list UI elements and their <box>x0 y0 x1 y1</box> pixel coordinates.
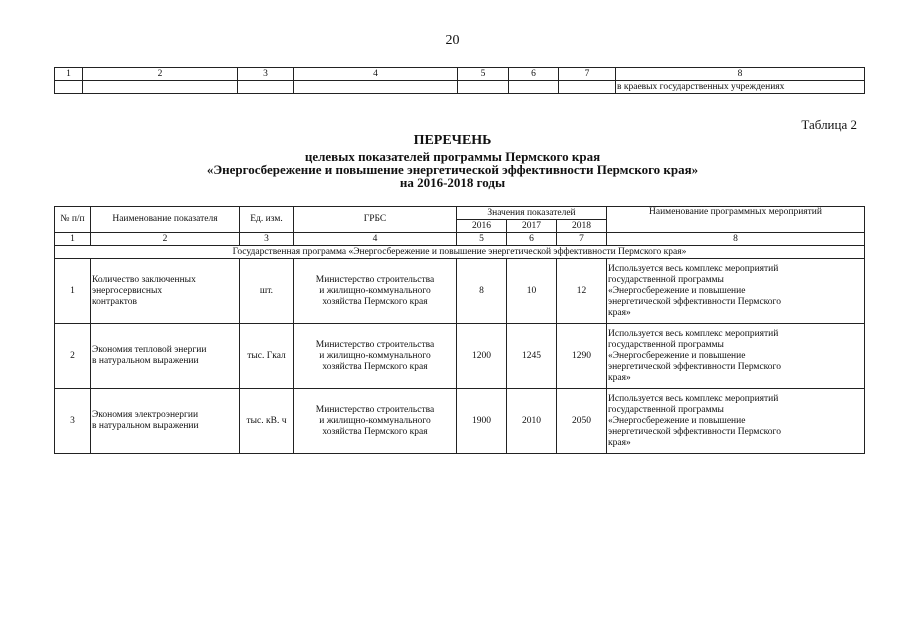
unit: тыс. кВ. ч <box>240 389 294 454</box>
value-2017: 1245 <box>507 324 557 389</box>
page-number: 20 <box>445 33 460 48</box>
unit: шт. <box>240 259 294 324</box>
heading-title: ПЕРЕЧЕНЬ <box>413 133 492 148</box>
heading-line-3: «Энергосбережение и повышение энергетической эффективности Пермского края» <box>206 162 699 177</box>
program-title: Государственная программа «Энергосбережение и повышение энергетической эффективности Пермского края» <box>55 246 865 259</box>
value-2017: 2010 <box>507 389 557 454</box>
row-num: 1 <box>55 259 91 324</box>
cont-row-text: в краевых государственных учреждениях <box>616 81 865 94</box>
table-label: Таблица 2 <box>801 117 857 132</box>
cont-col-2: 2 <box>83 68 238 81</box>
cont-col-4: 4 <box>294 68 458 81</box>
heading-line-2: целевых показателей программы Пермского края <box>304 149 601 164</box>
cont-col-5: 5 <box>458 68 509 81</box>
header-num: № п/п <box>55 207 91 233</box>
grbs: Министерство строительства и жилищно-коммунального хозяйства Пермского края <box>294 389 457 454</box>
measures: Используется весь комплекс мероприятий государственной программы «Энергосбережение и повышение энергетической эффективности Пермского края» <box>607 324 865 389</box>
program-row <box>55 246 865 259</box>
indicator-name: Экономия тепловой энергии в натуральном выражении <box>91 324 240 389</box>
cont-col-1: 1 <box>55 68 83 81</box>
indicator-name: Экономия электроэнергии в натуральном выражении <box>91 389 240 454</box>
indicators-table <box>54 206 865 454</box>
value-2018: 1290 <box>557 324 607 389</box>
header-year-2018: 2018 <box>557 220 607 233</box>
value-2016: 8 <box>457 259 507 324</box>
row-num: 3 <box>55 389 91 454</box>
unit: тыс. Гкал <box>240 324 294 389</box>
colnum-7: 7 <box>557 233 607 246</box>
header-unit: Ед. изм. <box>240 207 294 233</box>
colnum-4: 4 <box>294 233 457 246</box>
indicator-name: Количество заключенных энергосервисных контрактов <box>91 259 240 324</box>
cont-col-8: 8 <box>616 68 865 81</box>
header-name: Наименование показателя <box>91 207 240 233</box>
value-2017: 10 <box>507 259 557 324</box>
colnum-5: 5 <box>457 233 507 246</box>
heading-subtitle <box>0 150 905 189</box>
value-2018: 12 <box>557 259 607 324</box>
colnum-8: 8 <box>607 233 865 246</box>
table-row <box>55 259 865 324</box>
header-grbs: ГРБС <box>294 207 457 233</box>
grbs: Министерство строительства и жилищно-коммунального хозяйства Пермского края <box>294 324 457 389</box>
header-year-2016: 2016 <box>457 220 507 233</box>
header-measures: Наименование программных мероприятий <box>607 207 865 233</box>
value-2016: 1200 <box>457 324 507 389</box>
continuation-header-row <box>55 68 865 81</box>
grbs: Министерство строительства и жилищно-коммунального хозяйства Пермского края <box>294 259 457 324</box>
heading-line-4: на 2016-2018 годы <box>399 175 506 190</box>
continuation-table <box>54 67 865 94</box>
continuation-row <box>55 81 865 94</box>
table-row <box>55 324 865 389</box>
colnum-6: 6 <box>507 233 557 246</box>
cont-col-6: 6 <box>509 68 559 81</box>
measures: Используется весь комплекс мероприятий государственной программы «Энергосбережение и повышение энергетической эффективности Пермского края» <box>607 259 865 324</box>
header-row-1 <box>55 207 865 220</box>
value-2016: 1900 <box>457 389 507 454</box>
table-row <box>55 389 865 454</box>
header-values: Значения показателей <box>457 207 607 220</box>
value-2018: 2050 <box>557 389 607 454</box>
cont-col-3: 3 <box>238 68 294 81</box>
row-num: 2 <box>55 324 91 389</box>
column-number-row <box>55 233 865 246</box>
colnum-3: 3 <box>240 233 294 246</box>
colnum-1: 1 <box>55 233 91 246</box>
header-year-2017: 2017 <box>507 220 557 233</box>
cont-col-7: 7 <box>559 68 616 81</box>
measures: Используется весь комплекс мероприятий государственной программы «Энергосбережение и повышение энергетической эффективности Пермского края» <box>607 389 865 454</box>
colnum-2: 2 <box>91 233 240 246</box>
